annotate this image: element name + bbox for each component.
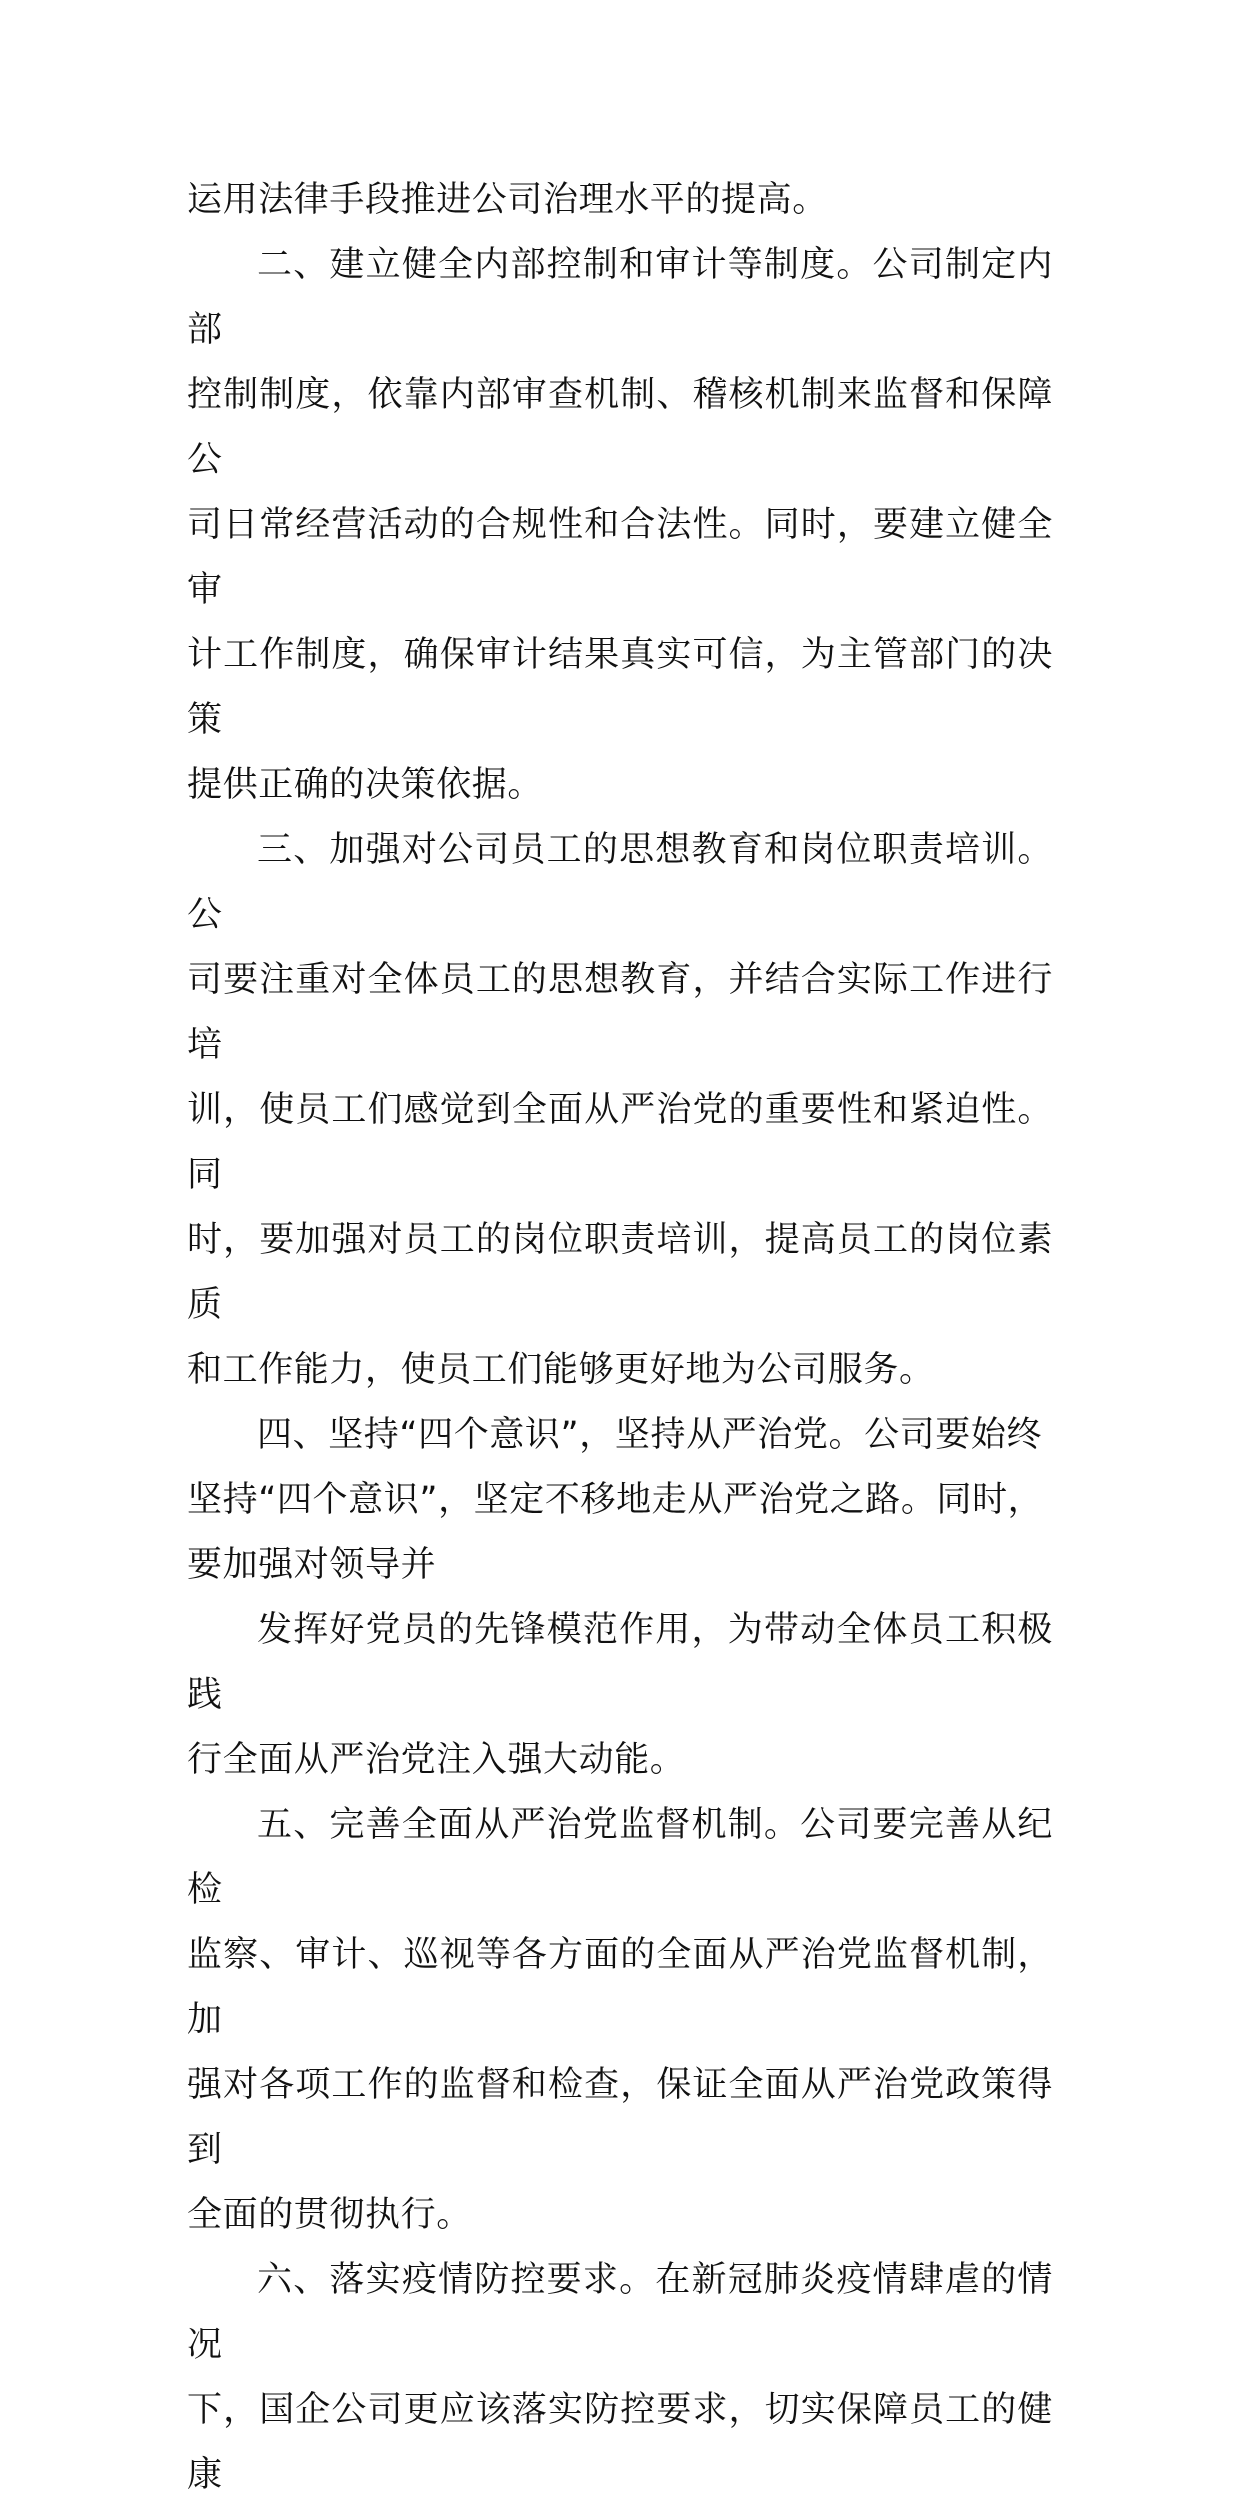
text-line: 监察、审计、巡视等各方面的全面从严治党监督机制，加 xyxy=(187,1935,1053,2040)
text-line: 全面的贯彻执行。 xyxy=(187,2195,472,2235)
text-line: 计工作制度，确保审计结果真实可信，为主管部门的决策 xyxy=(187,635,1053,740)
text-line: 四、坚持“四个意识”，坚持从严治党。公司要始终 xyxy=(257,1415,1043,1455)
paragraph-2 xyxy=(187,233,1053,818)
text-line: 六、落实疫情防控要求。在新冠肺炎疫情肆虐的情况 xyxy=(187,2260,1053,2365)
text-line: 二、建立健全内部控制和审计等制度。公司制定内部 xyxy=(187,245,1053,350)
text-line: 司日常经营活动的合规性和合法性。同时，要建立健全审 xyxy=(187,505,1053,610)
text-line: 要加强对领导并 xyxy=(187,1545,437,1585)
text-line: 五、完善全面从严治党监督机制。公司要完善从纪检 xyxy=(187,1805,1053,1910)
text-line: 下，国企公司更应该落实防控要求，切实保障员工的健康 xyxy=(187,2390,1053,2495)
text-line: 强对各项工作的监督和检查，保证全面从严治党政策得到 xyxy=(187,2065,1053,2170)
text-line: 控制制度，依靠内部审查机制、稽核机制来监督和保障公 xyxy=(187,375,1053,480)
text-line: 运用法律手段推进公司治理水平的提高。 xyxy=(187,180,828,220)
document-body xyxy=(187,168,1053,2508)
text-line: 训，使员工们感觉到全面从严治党的重要性和紧迫性。同 xyxy=(187,1090,1053,1195)
paragraph-1 xyxy=(187,168,1053,233)
text-line: 和工作能力，使员工们能够更好地为公司服务。 xyxy=(187,1350,935,1390)
text-line: 发挥好党员的先锋模范作用，为带动全体员工积极践 xyxy=(187,1610,1053,1715)
paragraph-4 xyxy=(187,1403,1053,1598)
paragraph-6 xyxy=(187,1793,1053,2248)
paragraph-3 xyxy=(187,818,1053,1403)
text-line: 坚持“四个意识”，坚定不移地走从严治党之路。同时， xyxy=(187,1480,1044,1520)
paragraph-5 xyxy=(187,1598,1053,1793)
text-line: 行全面从严治党注入强大动能。 xyxy=(187,1740,686,1780)
text-line: 司要注重对全体员工的思想教育，并结合实际工作进行培 xyxy=(187,960,1053,1065)
text-line: 提供正确的决策依据。 xyxy=(187,765,544,805)
text-line: 三、加强对公司员工的思想教育和岗位职责培训。公 xyxy=(187,830,1053,935)
paragraph-7 xyxy=(187,2248,1053,2508)
text-line: 时，要加强对员工的岗位职责培训，提高员工的岗位素质 xyxy=(187,1220,1053,1325)
